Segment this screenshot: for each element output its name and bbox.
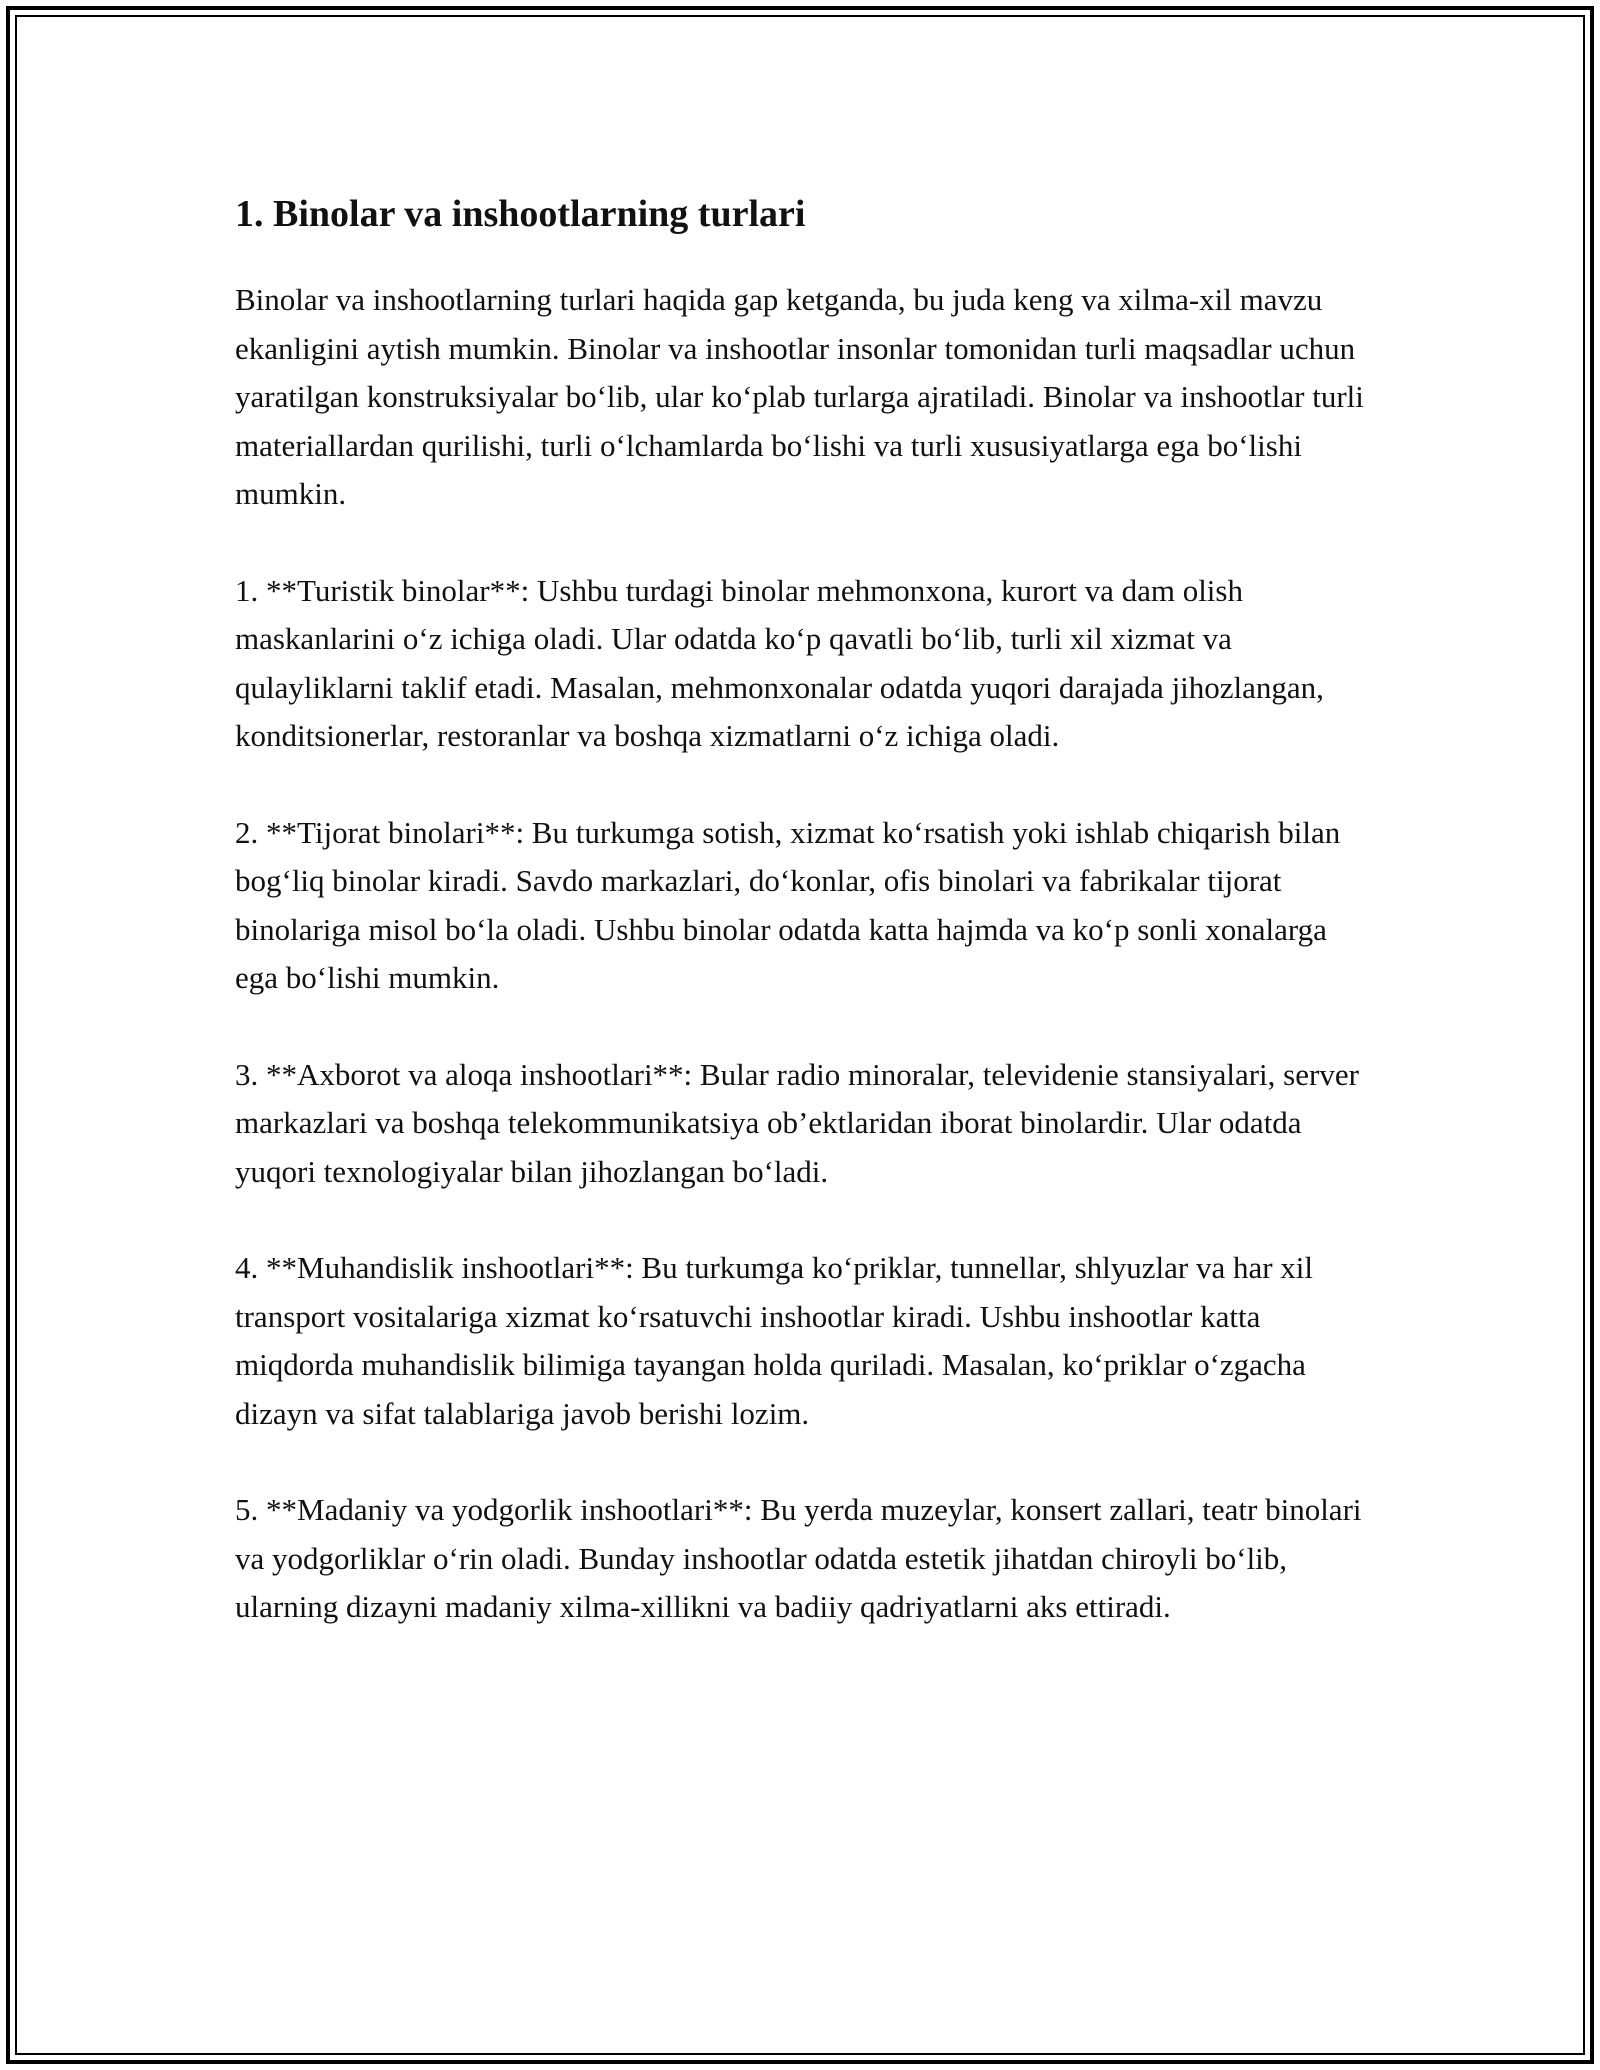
communication-structures-paragraph: 3. **Axborot va aloqa inshootlari**: Bular radio minoralar, televidenie stansiyalari, server markazlari va boshqa telekommunikatsiya ob’ektlaridan iborat binolardir. Ular odatda yuqori texnologiyalar bilan jihozlangan bo‘ladi. <box>235 1056 1359 1189</box>
document-body <box>235 186 1375 1680</box>
commercial-buildings-paragraph: 2. **Tijorat binolari**: Bu turkumga sotish, xizmat ko‘rsatish yoki ishlab chiqarish bilan bog‘liq binolar kiradi. Savdo markazlari, do‘konlar, ofis binolari va fabrikalar tijorat binolariga misol bo‘la oladi. Ushbu binolar odatda katta hajmda va ko‘p sonli xonalarga ega bo‘lishi mumkin. <box>235 814 1341 995</box>
tourist-buildings-paragraph: 1. **Turistik binolar**: Ushbu turdagi binolar mehmonxona, kurort va dam olish maskanlarini o‘z ichiga oladi. Ular odatda ko‘p qavatli bo‘lib, turli xil xizmat va qulayliklarni taklif etadi. Masalan, mehmonxonalar odatda yuqori darajada jihozlangan, konditsionerlar, restoranlar va boshqa xizmatlarni o‘z ichiga oladi. <box>235 572 1324 753</box>
page-title: 1. Binolar va inshootlarning turlari <box>235 193 806 235</box>
cultural-monuments-paragraph: 5. **Madaniy va yodgorlik inshootlari**: Bu yerda muzeylar, konsert zallari, teatr binolari va yodgorliklar o‘rin oladi. Bunday inshootlar odatda estetik jihatdan chiroyli bo‘lib, ularning dizayni madaniy xilma-xillikni va badiiy qadriyatlarni aks ettiradi. <box>235 1492 1362 1624</box>
engineering-structures-paragraph: 4. **Muhandislik inshootlari**: Bu turkumga ko‘priklar, tunnellar, shlyuzlar va har xil transport vositalariga xizmat ko‘rsatuvchi inshootlar kiradi. Ushbu inshootlar katta miqdorda muhandislik bilimiga tayangan holda quriladi. Masalan, ko‘priklar o‘zgacha dizayn va sifat talablariga javob berishi lozim. <box>235 1250 1314 1431</box>
intro-paragraph: Binolar va inshootlarning turlari haqida gap ketganda, bu juda keng va xilma-xil mavzu ekanligini aytish mumkin. Binolar va inshootlar insonlar tomonidan turli maqsadlar uchun yaratilgan konstruksiyalar bo‘lib, ular ko‘plab turlarga ajratiladi. Binolar va inshootlar turli materiallardan qurilishi, turli o‘lchamlarda bo‘lishi va turli xususiyatlarga ega bo‘lishi mumkin. <box>235 282 1364 511</box>
